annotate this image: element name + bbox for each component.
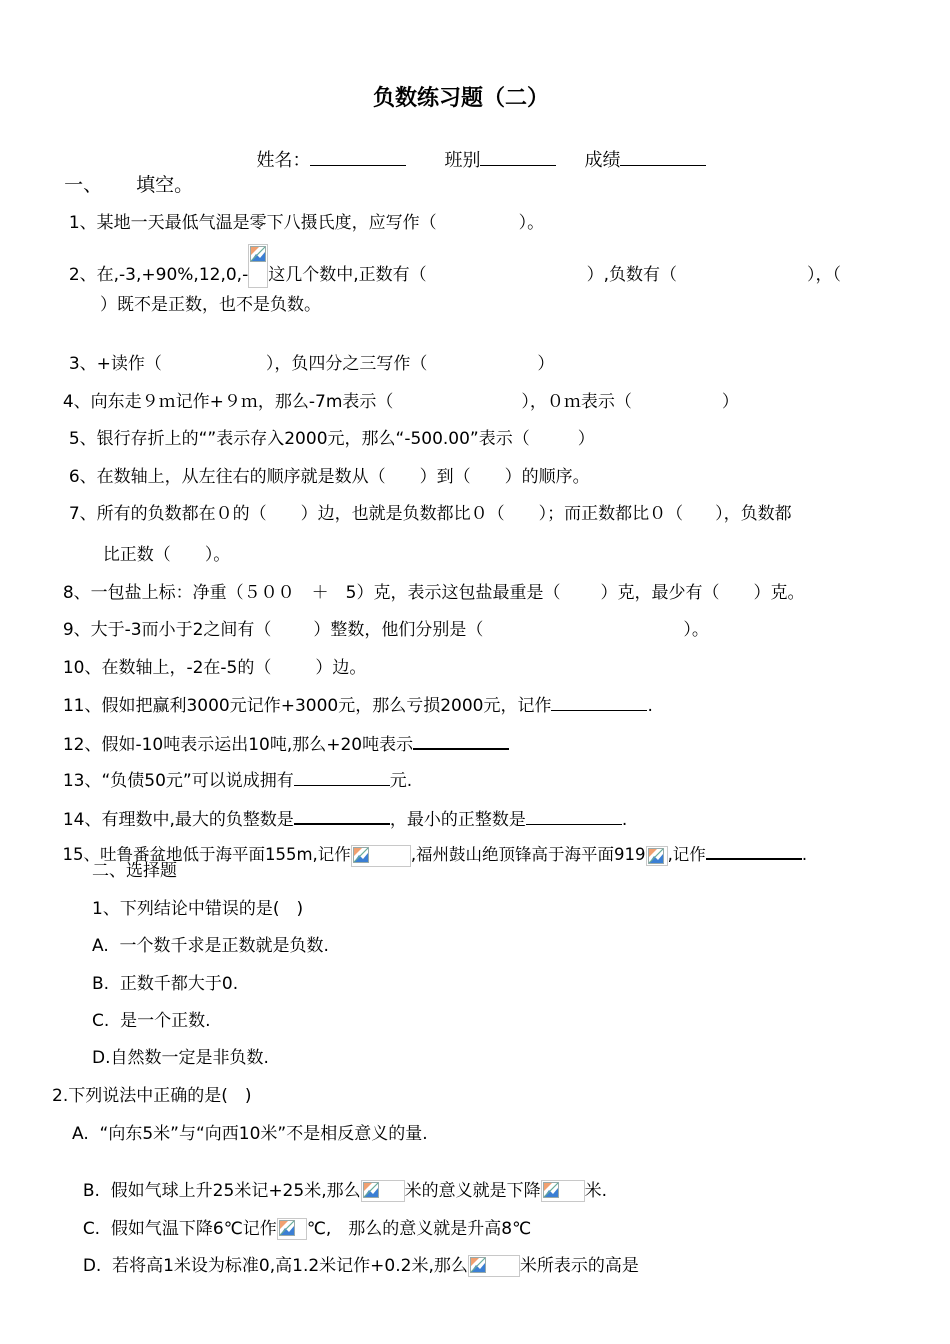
q2c-text-2: ℃, 那么的意义就是升高8℃: [306, 1219, 532, 1239]
broken-image-icon: [351, 845, 411, 867]
broken-image-icon: [468, 1255, 520, 1277]
q14-text-b: ，最小的正整数是: [389, 810, 526, 830]
q4-text-a: 4、向东走９ｍ记作+９ｍ，那么-7m表示（: [62, 392, 394, 412]
q15-text-a: 15、吐鲁番盆地低于海平面155m,记作: [62, 845, 351, 864]
student-info-row: [245, 127, 706, 172]
q15-text-c: ,记作: [667, 845, 706, 864]
q2c-text-1: C. 假如气温下降6℃记作: [82, 1219, 277, 1239]
section1-title: 填空。: [136, 174, 194, 196]
q11-text-b: .: [647, 696, 653, 716]
q2d-text-1: D. 若将高1米设为标准0,高1.2米记作+0.2米,那么: [82, 1256, 468, 1276]
q4-text-c: ）: [721, 392, 739, 412]
q12-text-a: 12、假如-10吨表示运出10吨,那么+20吨表示: [62, 735, 414, 755]
q7-text-c: ）；而正数都比０（: [538, 504, 684, 524]
q7-text-b: ）边，也就是负数都比０（: [300, 504, 505, 524]
broken-image-icon: [646, 846, 668, 866]
q3-text-c: ）: [537, 354, 555, 374]
choice-q2: 2.下列说法中正确的是( ): [52, 1086, 252, 1106]
page-title: 负数练习题（二）: [373, 86, 550, 111]
q11-answer-blank[interactable]: [551, 694, 647, 711]
q8-text-c: ）克。: [753, 583, 805, 603]
choice-q1: 1、下列结论中错误的是( ): [92, 899, 304, 919]
q11-text-a: 11、假如把赢利3000元记作+3000元，那么亏损2000元，记作: [62, 696, 552, 716]
q14-text-c: .: [621, 810, 628, 830]
q13-text-a: 13、“负债50元”可以说成拥有: [62, 771, 294, 791]
name-blank[interactable]: [310, 149, 406, 166]
fill-q7: [58, 481, 792, 525]
q15-text-b: ,福州鼓山绝顶锋高于海平面919: [410, 845, 646, 864]
q3-text-b: ），负四分之三写作（: [265, 354, 428, 374]
q15-text-d: .: [801, 845, 808, 864]
q13-text-b: 元.: [389, 771, 413, 791]
q10-text-a: 10、在数轴上，-2在-5的（: [62, 658, 272, 678]
fill-q1: [58, 190, 544, 234]
q9-text-c: ）。: [683, 620, 709, 640]
score-label: 成绩: [584, 150, 621, 171]
q8-text-b: ）克，最少有（: [600, 583, 720, 603]
choice-q2-option-a[interactable]: A. “向东5米”与“向西10米”不是相反意义的量.: [72, 1124, 428, 1144]
class-blank[interactable]: [480, 149, 556, 166]
choice-q1-option-d[interactable]: D.自然数一定是非负数.: [92, 1048, 269, 1068]
q6-text-a: 6、在数轴上，从左往右的顺序就是数从（: [68, 467, 386, 487]
q1-text: 1、某地一天最低气温是零下八摄氏度，应写作（: [68, 213, 437, 233]
q2-text-a: 2、在,-3,+90%,12,0,-: [68, 265, 249, 285]
q12-answer-blank[interactable]: [413, 732, 509, 750]
choice-q1-option-c[interactable]: C. 是一个正数.: [92, 1011, 211, 1031]
q15-answer-blank[interactable]: [706, 842, 802, 860]
q6-text-b: ）到（: [419, 467, 471, 487]
fill-q2: [58, 240, 841, 288]
q5-text-b: ）: [577, 429, 595, 449]
q13-answer-blank[interactable]: [294, 769, 390, 786]
q1-end: ）。: [518, 213, 545, 233]
name-label: 姓名：: [256, 150, 311, 171]
fill-q2-line2: ）既不是正数，也不是负数。: [100, 295, 321, 315]
broken-image-icon: [248, 244, 268, 288]
class-label: 班别: [444, 150, 481, 171]
score-blank[interactable]: [620, 149, 706, 166]
q10-text-b: ）边。: [315, 658, 367, 678]
q2b-text-2: 米的意义就是下降: [404, 1181, 541, 1201]
q7-line2-a: 比正数（: [102, 545, 171, 565]
q2b-text-3: 米.: [584, 1181, 608, 1201]
q3-text-a: 3、+读作（: [68, 354, 162, 374]
q7-line2-b: ）。: [204, 545, 231, 565]
q9-text-a: 9、大于-3而小于2之间有（: [62, 620, 272, 640]
q2-text-d: ），（: [807, 265, 842, 285]
choice-q2-option-d[interactable]: [72, 1233, 639, 1277]
q7-text-a: 7、所有的负数都在０的（: [68, 504, 267, 524]
q2d-text-2: 米所表示的高是: [519, 1256, 639, 1276]
q4-text-b: ），０ｍ表示（: [521, 392, 632, 412]
section1-number: 一、: [64, 174, 103, 196]
section2-title: 二、选择题: [92, 861, 177, 881]
q5-text-a: 5、银行存折上的“”表示存入2000元，那么“-500.00”表示（: [68, 429, 530, 449]
q7-text-d: ），负数都: [715, 504, 792, 524]
choice-q1-option-a[interactable]: A. 一个数千求是正数就是负数.: [92, 936, 329, 956]
broken-image-icon: [541, 1180, 585, 1202]
q9-text-b: ）整数，他们分别是（: [313, 620, 484, 640]
q8-text-a: 8、一包盐上标：净重（５００ ＋ 5）克，表示这包盐最重是（: [62, 583, 561, 603]
choice-q1-option-b[interactable]: B. 正数千都大于0.: [92, 974, 239, 994]
q2-text-c: ）,负数有（: [586, 265, 678, 285]
q2-text-b: 这几个数中,正数有（: [268, 265, 427, 285]
q2b-text-1: B. 假如气球上升25米记+25米,那么: [82, 1181, 361, 1201]
q6-text-c: ）的顺序。: [504, 467, 590, 487]
q14-text-a: 14、有理数中,最大的负整数是: [62, 810, 294, 830]
